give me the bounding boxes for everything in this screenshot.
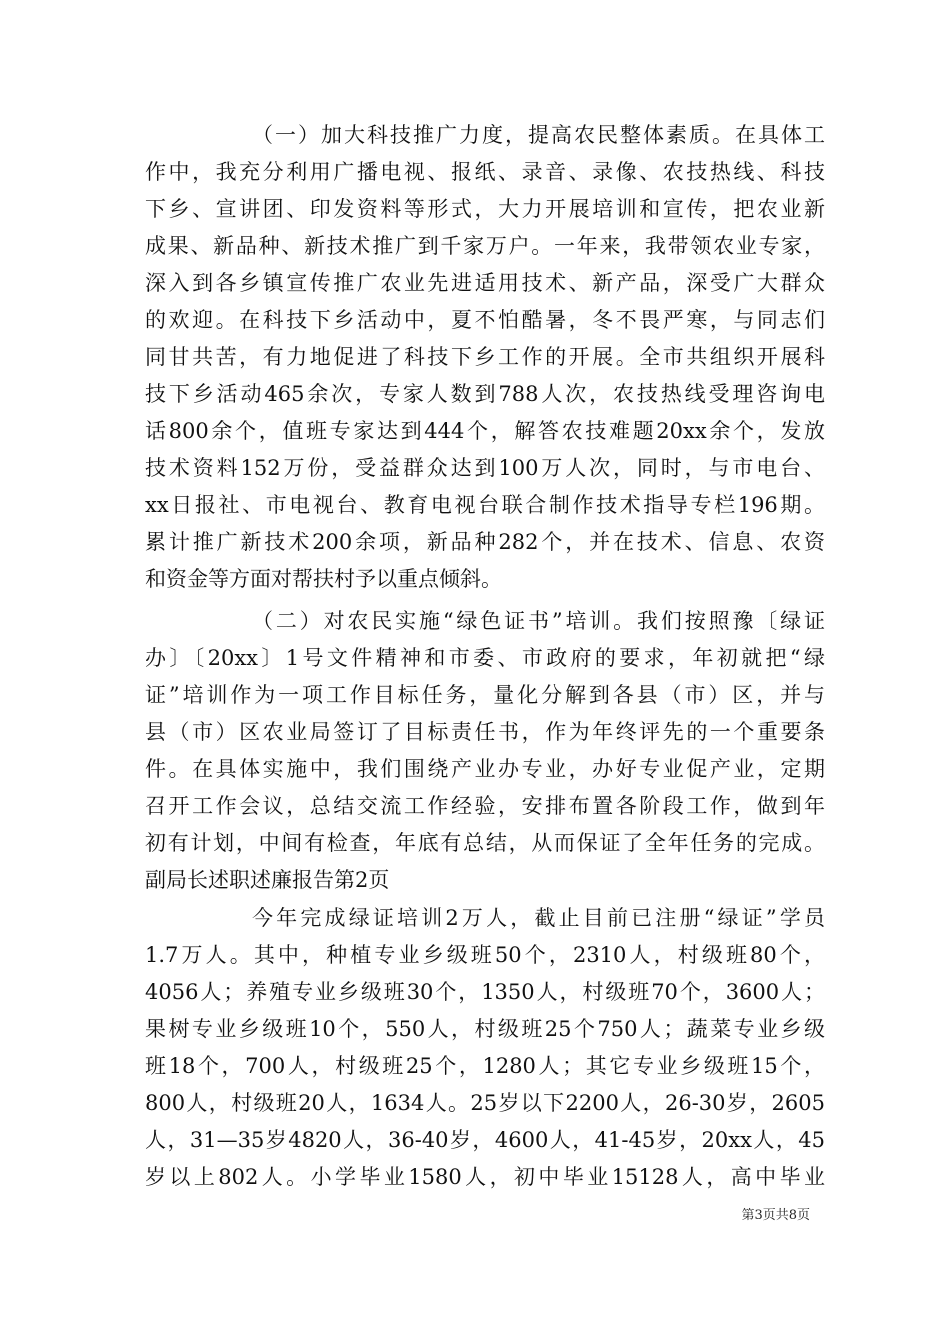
paragraph-1 xyxy=(145,117,825,598)
text-line: 4056人；养殖专业乡级班30个，1350人，村级班70个，3600人； xyxy=(145,980,825,1004)
text-line: 技术资料152万份，受益群众达到100万人次，同时，与市电台、 xyxy=(145,456,825,480)
text-line: 话800余个，值班专家达到444个，解答农技难题20xx余个，发放 xyxy=(145,419,825,443)
text-line: 证”培训作为一项工作目标任务，量化分解到各县（市）区，并与 xyxy=(145,683,825,707)
page-heading-block xyxy=(145,862,825,899)
text-line: 800人，村级班20人，1634人。25岁以下2200人，26-30岁，2605 xyxy=(145,1091,825,1115)
text-line: xx日报社、市电视台、教育电视台联合制作技术指导专栏196期。 xyxy=(145,493,825,517)
text-line: 下乡、宣讲团、印发资料等形式，大力开展培训和宣传，把农业新 xyxy=(145,197,825,221)
text-line: 同甘共苦，有力地促进了科技下乡工作的开展。全市共组织开展科 xyxy=(145,345,825,369)
text-line: 作中，我充分利用广播电视、报纸、录音、录像、农技热线、科技 xyxy=(145,160,825,184)
text-line: 初有计划，中间有检查，年底有总结，从而保证了全年任务的完成。 xyxy=(145,831,825,855)
text-line: （二）对农民实施“绿色证书”培训。我们按照豫〔绿证 xyxy=(252,609,825,633)
text-line: （一）加大科技推广力度，提高农民整体素质。在具体工 xyxy=(252,123,825,147)
page-heading: 副局长述职述廉报告第2页 xyxy=(145,868,390,892)
text-line: 1.7万人。其中，种植专业乡级班50个，2310人，村级班80个， xyxy=(145,943,825,967)
paragraph-2 xyxy=(145,603,825,862)
text-line: 果树专业乡级班10个，550人，村级班25个750人；蔬菜专业乡级 xyxy=(145,1017,825,1041)
text-line: 深入到各乡镇宣传推广农业先进适用技术、新产品，深受广大群众 xyxy=(145,271,825,295)
text-line: 人，31—35岁4820人，36-40岁，4600人，41-45岁，20xx人，45 xyxy=(145,1128,825,1152)
text-line: 召开工作会议，总结交流工作经验，安排布置各阶段工作，做到年 xyxy=(145,794,825,818)
paragraph-3 xyxy=(145,900,825,1196)
text-line: 件。在具体实施中，我们围绕产业办专业，办好专业促产业，定期 xyxy=(145,757,825,781)
text-line: 班18个，700人，村级班25个，1280人；其它专业乡级班15个， xyxy=(145,1054,825,1078)
text-line: 和资金等方面对帮扶村予以重点倾斜。 xyxy=(145,567,502,591)
text-line: 成果、新品种、新技术推广到千家万户。一年来，我带领农业专家， xyxy=(145,234,825,258)
text-line: 的欢迎。在科技下乡活动中，夏不怕酷暑，冬不畏严寒，与同志们 xyxy=(145,308,825,332)
text-line: 办〕〔20xx〕1号文件精神和市委、市政府的要求，年初就把“绿 xyxy=(145,646,825,670)
page-number-footer: 第3页共8页 xyxy=(741,1208,810,1223)
text-line: 累计推广新技术200余项，新品种282个，并在技术、信息、农资 xyxy=(145,530,825,554)
text-line: 岁以上802人。小学毕业1580人，初中毕业15128人，高中毕业 xyxy=(145,1165,825,1189)
text-line: 今年完成绿证培训2万人，截止目前已注册“绿证”学员 xyxy=(252,906,825,930)
text-line: 县（市）区农业局签订了目标责任书，作为年终评先的一个重要条 xyxy=(145,720,825,744)
text-line: 技下乡活动465余次，专家人数到788人次，农技热线受理咨询电 xyxy=(145,382,825,406)
